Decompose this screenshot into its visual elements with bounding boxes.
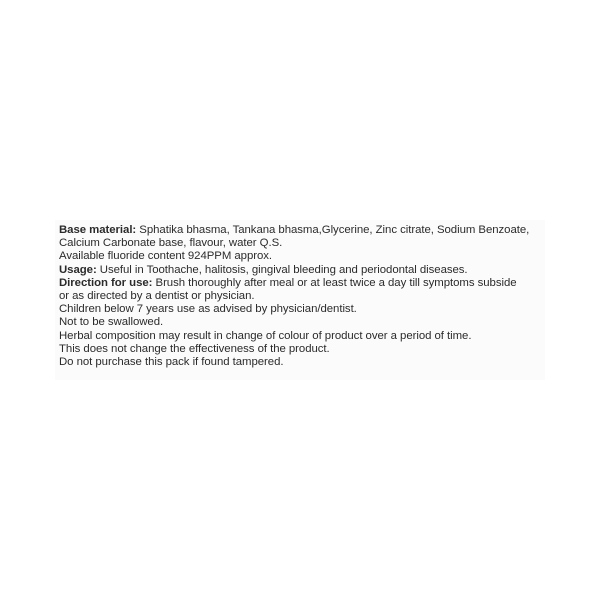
direction-text: Brush thoroughly after meal or at least twice a day till symptoms subside <box>152 276 517 289</box>
direction-line-2: or as directed by a dentist or physician. <box>59 290 255 303</box>
not-swallow-warning: Not to be swallowed. <box>59 316 164 329</box>
tamper-warning: Do not purchase this pack if found tampered. <box>59 356 284 369</box>
base-material-line <box>59 224 549 237</box>
children-warning: Children below 7 years use as advised by physician/dentist. <box>59 303 357 316</box>
direction-heading: Direction for use: <box>59 276 153 289</box>
direction-line <box>59 277 549 290</box>
base-material-text: Sphatika bhasma, Tankana bhasma,Glycerine, Zinc citrate, Sodium Benzoate, <box>136 224 530 236</box>
base-material-line-2: Calcium Carbonate base, flavour, water Q.S. <box>59 237 283 250</box>
usage-line <box>59 264 549 277</box>
usage-text: Useful in Toothache, halitosis, gingival bleeding and periodontal diseases. <box>96 263 468 276</box>
effectiveness-note: This does not change the effectiveness of the product. <box>59 342 330 355</box>
product-label-text <box>59 224 549 369</box>
herbal-composition-note: Herbal composition may result in change of colour of product over a period of time. <box>59 329 472 342</box>
base-material-heading: Base material: <box>59 224 137 236</box>
usage-heading: Usage: <box>59 263 97 276</box>
fluoride-content: Available fluoride content 924PPM approx. <box>59 250 273 263</box>
